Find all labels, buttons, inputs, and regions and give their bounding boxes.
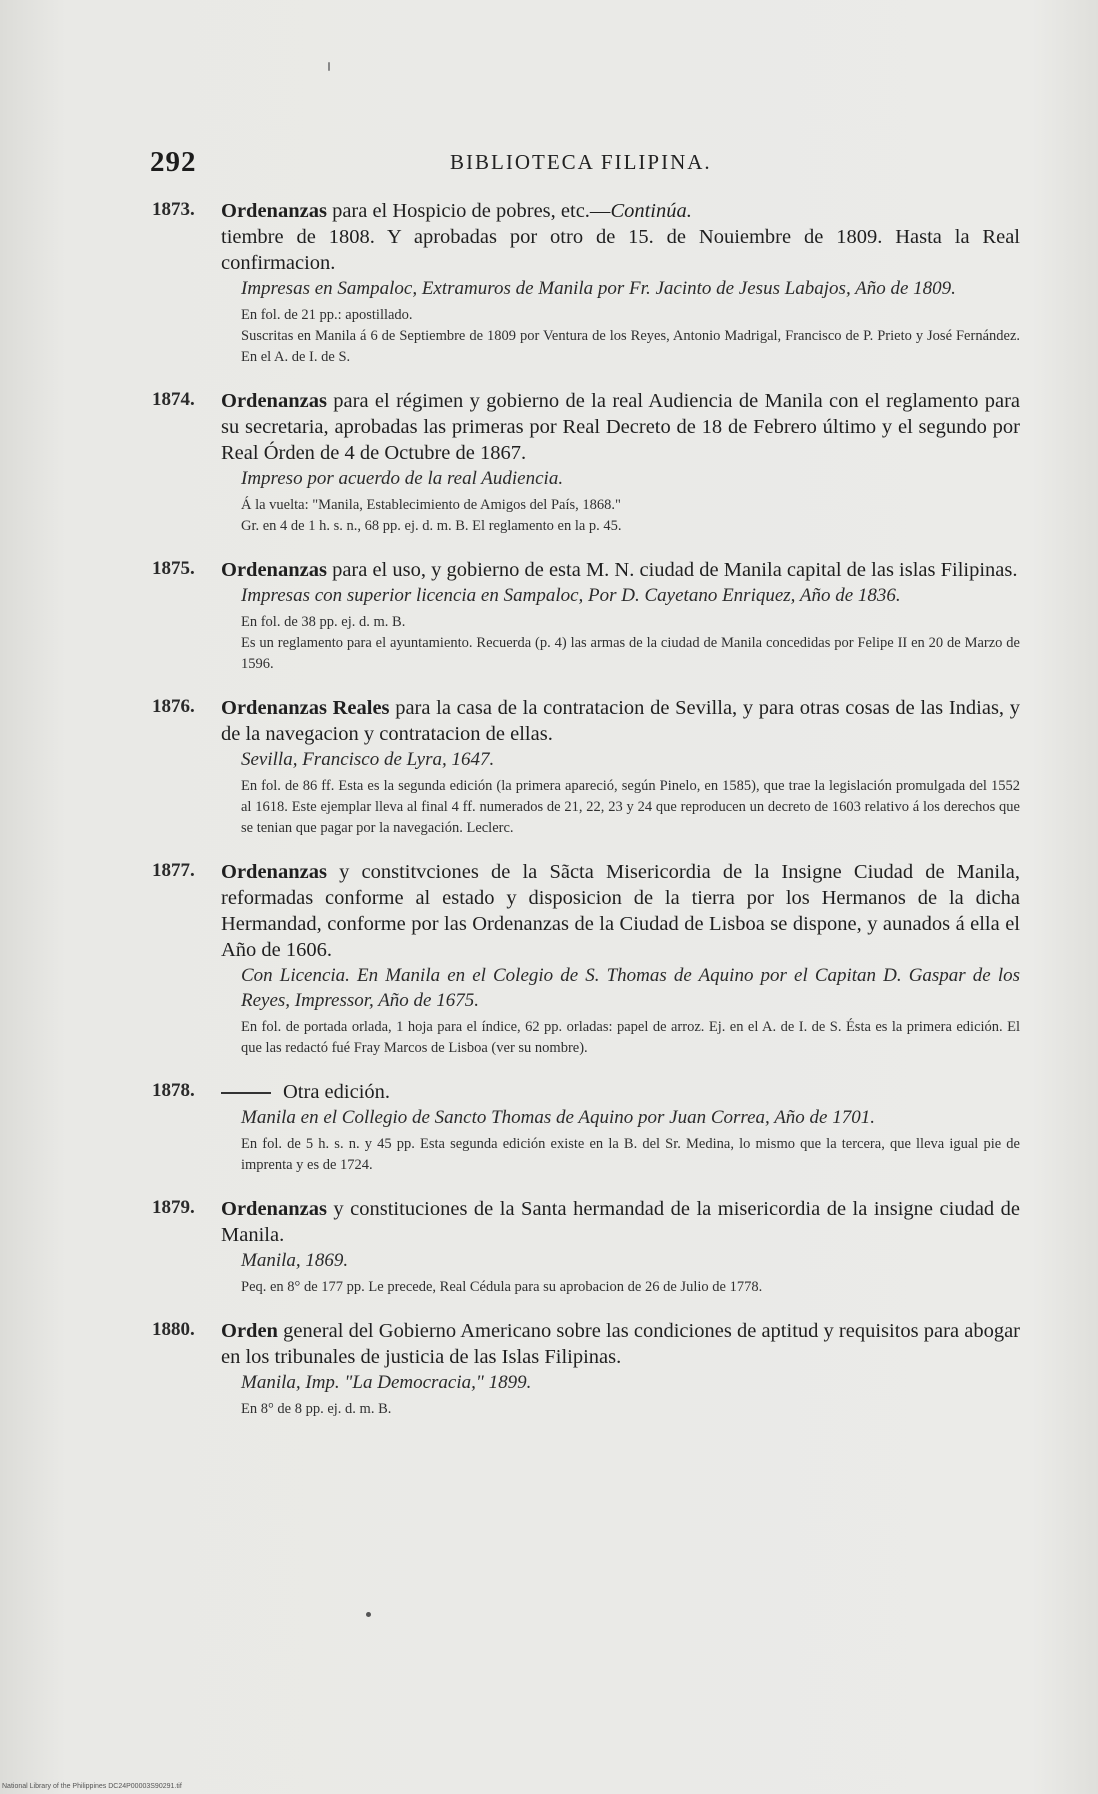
entry-number: 1878. <box>152 1080 195 1101</box>
running-title: BIBLIOTECA FILIPINA. <box>450 150 712 174</box>
entry-title <box>221 695 1020 747</box>
page-number: 292 <box>150 146 197 178</box>
entry-note: Á la vuelta: "Manila, Establecimiento de Amigos del País, 1868." <box>241 497 621 513</box>
entry-number: 1873. <box>152 199 195 220</box>
entry-number: 1879. <box>152 1197 195 1218</box>
entry-imprint: Impresas con superior licencia en Sampaloc, Por D. Cayetano Enriquez, Año de 1836. <box>241 585 901 606</box>
page-header <box>150 146 1020 186</box>
entry-1879 <box>152 1196 1020 1298</box>
entry-keyword: Orden <box>221 1320 278 1342</box>
entry-keyword: Ordenanzas <box>221 1198 327 1220</box>
entry-title-rest: para el régimen y gobierno de la real Audiencia de Manila con el reglamento para su secretaria, aprobadas las primeras por Real Decreto de 18 de Febrero último y el segundo por Real Órden de 4 de Octubre de 1867. <box>221 390 1020 464</box>
entry-keyword: Ordenanzas <box>221 390 327 412</box>
entry-keyword: Ordenanzas <box>221 559 327 581</box>
continued-marker: Continúa. <box>610 200 692 222</box>
entry-title-rest: general del Gobierno Americano sobre las condiciones de aptitud y requisitos para abogar en los tribunales de justicia de las Islas Filipinas. <box>221 1320 1020 1368</box>
scan-footer: National Library of the Philippines DC24P00003S90291.tif <box>2 1783 182 1790</box>
entry-title <box>221 388 1020 466</box>
entry-body <box>221 388 1020 537</box>
entry-note: En fol. de 21 pp.: apostillado. <box>241 307 413 323</box>
entry-note: En fol. de 38 pp. ej. d. m. B. <box>241 614 406 630</box>
entry-1878 <box>152 1079 1020 1176</box>
entry-title <box>221 1318 1020 1370</box>
entry-note: En 8° de 8 pp. ej. d. m. B. <box>241 1401 392 1417</box>
entry-note: Es un reglamento para el ayuntamiento. Recuerda (p. 4) las armas de la ciudad de Manila concedidas por Felipe II en 20 de Marzo de 1596. <box>241 635 1020 672</box>
entry-title-rest: para el Hospicio de pobres, etc.— <box>326 200 611 222</box>
entry-keyword: Ordenanzas Reales <box>221 697 390 719</box>
entry-note: Gr. en 4 de 1 h. s. n., 68 pp. ej. d. m. B. El reglamento en la p. 45. <box>241 518 622 534</box>
scan-speck <box>366 1612 371 1617</box>
entry-imprint: Impreso por acuerdo de la real Audiencia. <box>241 468 564 489</box>
ditto-dash <box>221 1092 271 1094</box>
entry-number: 1876. <box>152 696 195 717</box>
entry-keyword: Ordenanzas <box>221 861 327 883</box>
entry-title <box>221 1079 1020 1105</box>
entry-body <box>221 198 1020 224</box>
entry-keyword: Ordenanzas <box>221 200 327 222</box>
entry-number: 1875. <box>152 558 195 579</box>
entry-1874 <box>152 388 1020 537</box>
entry-note: Suscritas en Manila á 6 de Septiembre de 1809 por Ventura de los Reyes, Antonio Madrigal, Francisco de P. Prieto y José Fernández. En el A. de I. de S. <box>241 328 1020 365</box>
entry-continuation: tiembre de 1808. Y aprobadas por otro de 15. de Nouiembre de 1809. Hasta la Real confirmacion. <box>221 226 1020 274</box>
entry-note: Peq. en 8° de 177 pp. Le precede, Real Cédula para su aprobacion de 26 de Julio de 1778. <box>241 1279 763 1295</box>
entry-1877 <box>152 859 1020 1059</box>
entry-imprint: Manila, Imp. "La Democracia," 1899. <box>241 1372 532 1393</box>
entry-number: 1880. <box>152 1319 195 1340</box>
entry-1875 <box>152 557 1020 675</box>
entry-title <box>221 859 1020 963</box>
entry-body <box>221 1196 1020 1298</box>
entry-title-rest: para el uso, y gobierno de esta M. N. ciudad de Manila capital de las islas Filipinas. <box>326 559 1018 581</box>
entries-list <box>152 198 1020 1440</box>
scan-speck <box>328 62 330 71</box>
entry-imprint: Sevilla, Francisco de Lyra, 1647. <box>241 749 495 770</box>
entry-body <box>221 695 1020 839</box>
entry-imprint: Con Licencia. En Manila en el Colegio de S. Thomas de Aquino por el Capitan D. Gaspar de los Reyes, Impressor, Año de 1675. <box>241 965 1020 1011</box>
entry-number: 1874. <box>152 389 195 410</box>
entry-body <box>221 1318 1020 1420</box>
entry-imprint: Impresas en Sampaloc, Extramuros de Manila por Fr. Jacinto de Jesus Labajos, Año de 1809. <box>241 278 956 299</box>
entry-title-rest: y constitvciones de la Sãcta Misericordia de la Insigne Ciudad de Manila, reformadas conforme al estado y disposicion de la tierra por los Hermanos de la dicha Hermandad, conforme por las Ordenanzas de la Ciudad de Lisboa se dispone, y aunados á ella el Año de 1606. <box>221 861 1020 961</box>
entry-imprint: Manila en el Collegio de Sancto Thomas de Aquino por Juan Correa, Año de 1701. <box>241 1107 875 1128</box>
entry-title-rest: Otra edición. <box>283 1081 391 1103</box>
entry-title <box>221 198 1020 224</box>
entry-note: En fol. de 5 h. s. n. y 45 pp. Esta segunda edición existe en la B. del Sr. Medina, lo mismo que la tercera, que lleva igual pie de imprenta y es de 1724. <box>241 1136 1020 1173</box>
entry-1880 <box>152 1318 1020 1420</box>
entry-note: En fol. de 86 ff. Esta es la segunda edición (la primera apareció, según Pinelo, en 1585), que trae la legislación promulgada del 1552 al 1618. Este ejemplar lleva al final 4 ff. numerados de 21, 22, 23 y 24 que reproducen un decreto de 1603 relativo á los derechos que se tenian que pagar por la navegación. Leclerc. <box>241 778 1020 836</box>
entry-number: 1877. <box>152 860 195 881</box>
entry-1876 <box>152 695 1020 839</box>
entry-body <box>221 1079 1020 1176</box>
entry-body <box>221 859 1020 1059</box>
entry-1873 <box>152 198 1020 368</box>
entry-title <box>221 557 1020 583</box>
entry-title-rest: y constituciones de la Santa hermandad de la misericordia de la insigne ciudad de Manila. <box>221 1198 1020 1246</box>
entry-title-rest: para la casa de la contratacion de Sevilla, y para otras cosas de las Indias, y de la navegacion y contratacion de ellas. <box>221 697 1020 745</box>
entry-note: En fol. de portada orlada, 1 hoja para el índice, 62 pp. orladas: papel de arroz. Ej. en el A. de I. de S. Ésta es la primera edición. El que las redactó fué Fray Marcos de Lisboa (ver su nombre). <box>241 1019 1020 1056</box>
entry-title <box>221 1196 1020 1248</box>
entry-body <box>221 557 1020 675</box>
entry-imprint: Manila, 1869. <box>241 1250 349 1271</box>
